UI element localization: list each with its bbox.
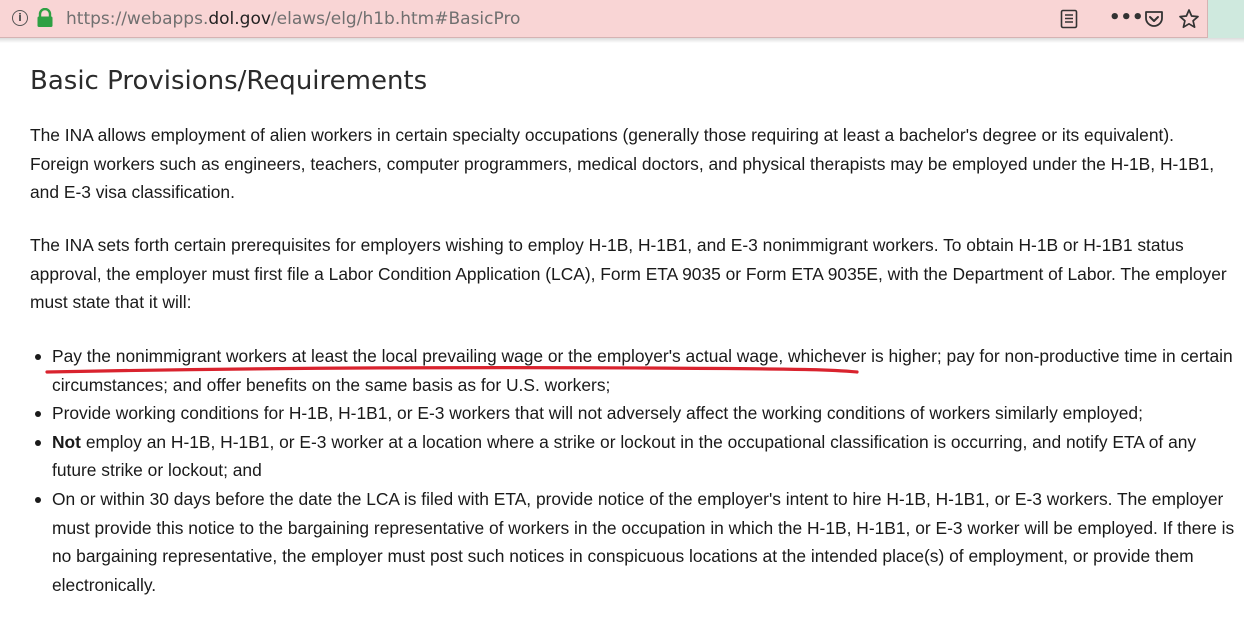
address-bar[interactable] [0,0,1208,38]
page-title: Basic Provisions/Requirements [30,66,428,96]
page-actions-more-icon[interactable]: ••• [1109,7,1144,28]
toolbar-shadow [0,38,1244,43]
list-item-bold-text: Not [52,431,81,452]
url-prefix: https://webapps. [66,9,209,29]
toolbar-edge [1208,0,1244,42]
requirements-list [30,342,1240,599]
lock-icon [36,8,54,28]
pocket-icon[interactable] [1143,8,1165,30]
list-item-text: Provide working conditions for H-1B, H-1B1, or E-3 workers that will not adversely affect the working conditions of workers similarly employed; [52,403,1143,424]
url-path: /elaws/elg/h1b.htm#BasicPro [270,9,521,29]
intro-paragraph: The INA allows employment of alien workers in certain specialty occupations (generally those requiring at least a bachelor's degree or its equivalent). Foreign workers such as engineers, teachers, computer programmers, medical doctors, and physical therapists may be employed under the H-1B, H-1B1, and E-3 visa classification. [30,125,1215,203]
info-icon[interactable]: i [12,10,28,26]
url-host: dol.gov [208,9,271,29]
url-field[interactable] [66,8,520,30]
list-item-text: whichever is higher; pay for non-productive time in certain circumstances; and offer benefits on the same basis as for U.S. workers; [52,346,1233,395]
bookmark-star-icon[interactable] [1178,8,1200,30]
list-item [30,485,1240,599]
list-item-text: employ an H-1B, H-1B1, or E-3 worker at a location where a strike or lockout in the occupational classification is occurring, and notify ETA of any future strike or lockout; and [52,431,1197,481]
list-item-text: On or within 30 days before the date the LCA is filed with ETA, provide notice of the employer's intent to hire H-1B, H-1B1, or E-3 workers. The employer must provide this notice to the bargaining representative of workers in the occupation in which the H-1B, H-1B1, or E-3 worker will be employed. If there is no bargaining representative, the employer must post such notices in conspicuous locations at the intended place(s) of employment, or provide them electronically. [52,488,1235,595]
reader-view-icon[interactable] [1058,8,1080,30]
highlighted-wage-text: Pay the nonimmigrant workers at least the local prevailing wage or the employer's actual wage, [52,346,784,366]
list-item [30,399,1240,428]
prerequisites-paragraph: The INA sets forth certain prerequisites for employers wishing to employ H-1B, H-1B1, and E-3 nonimmigrant workers. To obtain H-1B or H-1B1 status approval, the employer must first file a Labor Condition Application (LCA), Form ETA 9035 or Form ETA 9035E, with the Department of Labor. The employer must state that it will: [30,235,1227,313]
list-item [30,428,1240,485]
red-underline-annotation [45,362,860,378]
